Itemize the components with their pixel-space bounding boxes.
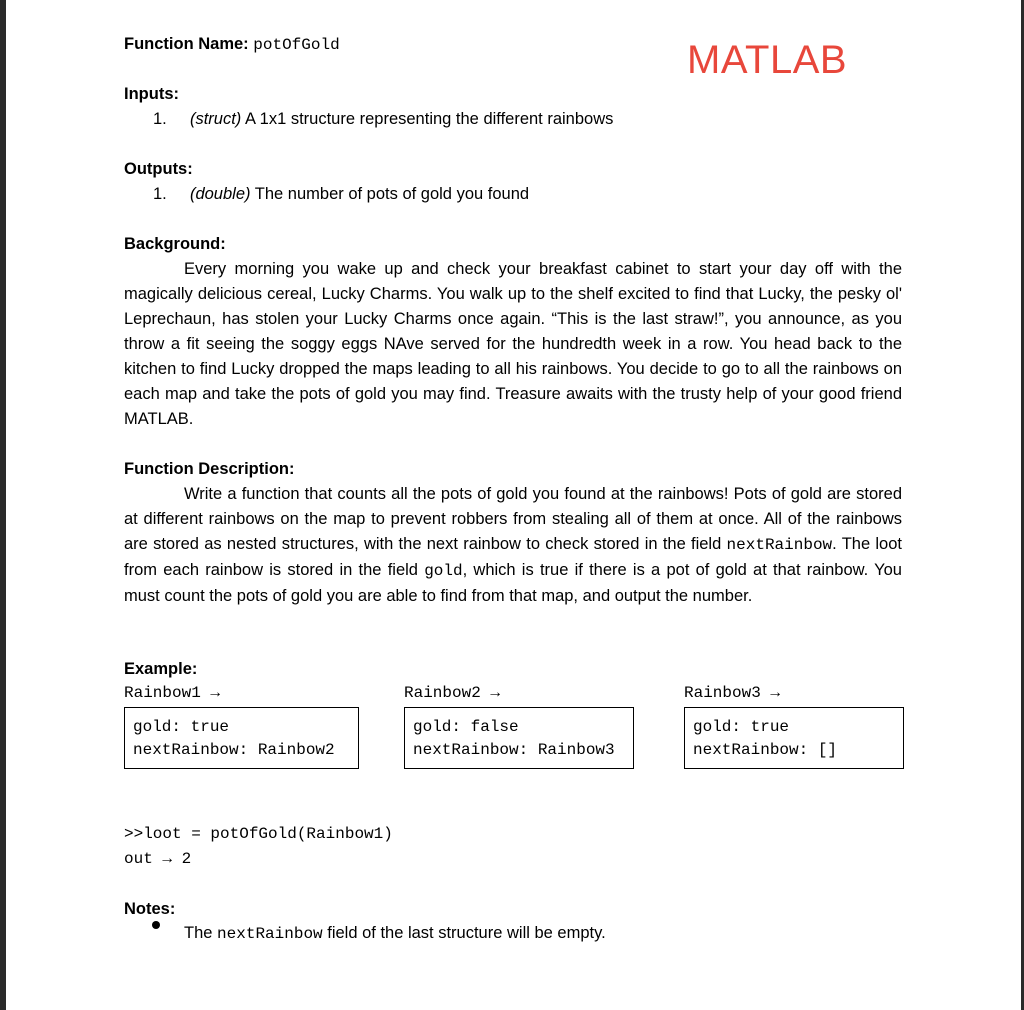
inputs-item-text: A 1x1 structure representing the different rainbows — [241, 110, 614, 128]
rainbow2-struct-box — [404, 707, 634, 769]
rainbow1-next: nextRainbow: Rainbow2 — [133, 741, 335, 759]
example-heading: Example: — [124, 660, 198, 678]
rainbow3-gold: gold: true — [693, 718, 790, 736]
description-code-nextrainbow: nextRainbow — [726, 536, 833, 554]
description-text-3: , which is true if there is a pot of gold at that rainbow. You must count the pots of gold you are able to find from that map, and output the number. — [124, 561, 902, 605]
inputs-item-type: (struct) — [189, 110, 242, 128]
rainbow2-next: nextRainbow: Rainbow3 — [413, 741, 615, 759]
description-text-1: Write a function that counts all the pots of gold you found at the rainbows! Pots of gold are stored at different rainbows on the map to prevent robbers from stealing all of them at once. All of the rainbows are stored as nested structures, with the next rainbow to check stored in the field — [124, 485, 902, 553]
matlab-brand: MATLAB — [687, 38, 848, 82]
example-output: out → 2 — [124, 850, 192, 868]
outputs-item-type: (double) — [189, 185, 251, 203]
notes-heading: Notes: — [124, 900, 176, 918]
notes-text-post: field of the last structure will be empty. — [322, 924, 606, 942]
rainbow2-gold: gold: false — [413, 718, 519, 736]
function-name-line — [124, 32, 340, 58]
page-edge-left — [0, 0, 6, 1010]
rainbow3-next: nextRainbow: [] — [693, 741, 838, 759]
background-text: Every morning you wake up and check your breakfast cabinet to start your day off with the magically delicious cereal, Lucky Charms. You walk up to the shelf excited to find that Lucky, the pesky ol' Leprechaun, has stolen your Lucky Charms once again. “This is the last straw!”, you announce, as you throw a fit seeing the soggy eggs NAve served for the hundredth week in a row. You head back to the kitchen to find Lucky dropped the maps leading to all his rainbows. You decide to go to all the rainbows on each map and take the pots of gold you may find. Treasure awaits with the trusty help of your good friend MATLAB. — [124, 260, 902, 428]
outputs-item-text: The number of pots of gold you found — [250, 185, 530, 203]
description-code-gold: gold — [424, 562, 463, 580]
rainbow2-label: Rainbow2 → — [404, 684, 501, 702]
rainbow1-gold: gold: true — [133, 718, 230, 736]
rainbow3-struct-box — [684, 707, 904, 769]
rainbow3-label: Rainbow3 → — [684, 684, 781, 702]
description-paragraph — [124, 482, 902, 609]
outputs-heading: Outputs: — [124, 160, 193, 178]
description-text-2: . The loot from each rainbow is stored in the field — [124, 535, 902, 579]
notes-text-pre: The — [184, 924, 218, 942]
rainbow1-struct-box — [124, 707, 359, 769]
outputs-item — [153, 182, 529, 207]
inputs-heading: Inputs: — [124, 85, 179, 103]
inputs-item-number: 1. — [153, 110, 167, 128]
background-heading: Background: — [124, 235, 226, 253]
notes-item — [184, 921, 606, 947]
notes-code-nextrainbow: nextRainbow — [217, 925, 323, 943]
rainbow1-label: Rainbow1 → — [124, 684, 221, 702]
function-name-label: Function Name: — [124, 35, 249, 53]
outputs-item-number: 1. — [153, 185, 167, 203]
inputs-item — [153, 107, 613, 132]
function-name-value: potOfGold — [253, 36, 340, 54]
background-paragraph — [124, 257, 902, 432]
description-heading: Function Description: — [124, 460, 295, 478]
example-command: >>loot = potOfGold(Rainbow1) — [124, 825, 393, 843]
notes-bullet-icon — [152, 921, 160, 929]
